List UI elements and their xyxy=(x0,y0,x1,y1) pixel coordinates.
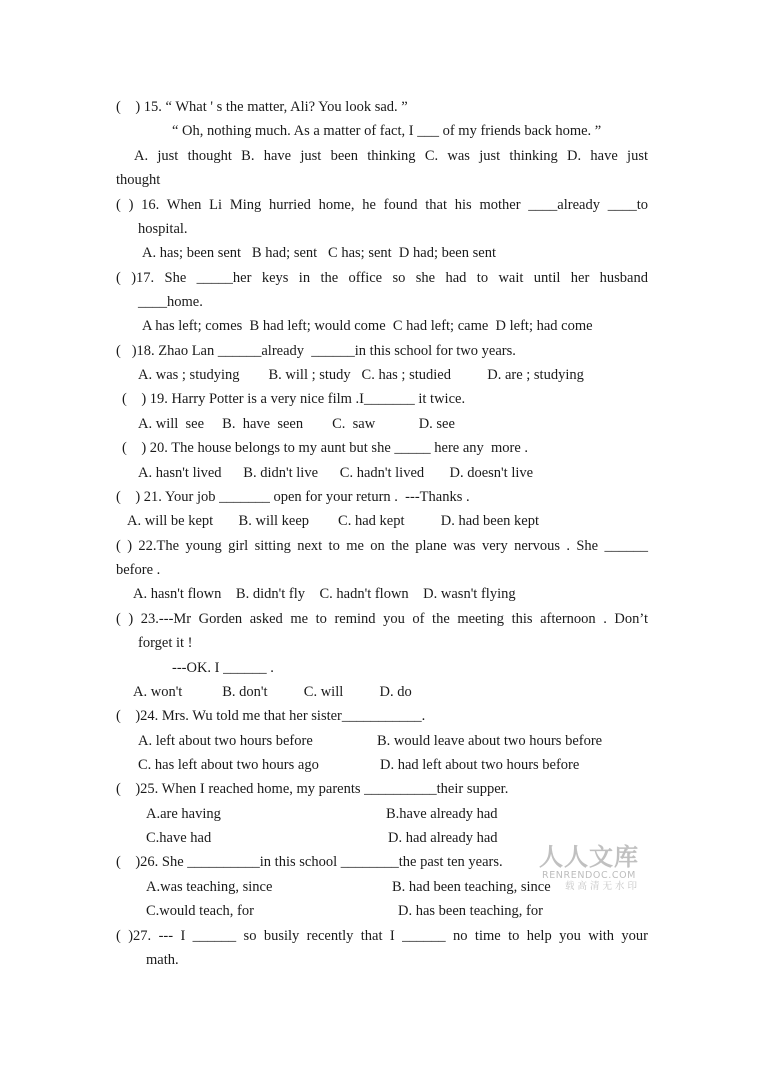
option-d: D. had already had xyxy=(388,830,498,846)
question-options: A. has; been sent B had; sent C has; sent D had; been sent xyxy=(142,245,496,261)
question-options: A. hasn't lived B. didn't live C. hadn't lived D. doesn't live xyxy=(138,465,534,481)
watermark-brand-cn: 人人文库 xyxy=(539,843,639,871)
watermark xyxy=(534,844,644,893)
question-options: A. won't B. don't C. will D. do xyxy=(133,684,412,700)
watermark-brand-en: RENRENDOC.COM xyxy=(542,870,636,881)
question-stem: ( ) 22.The young girl sitting next to me on the plane was very nervous . She ______ xyxy=(116,538,648,554)
question-stem: ( )27. --- I ______ so busily recently that I ______ no time to help you with your xyxy=(116,928,648,944)
question-options: A. was ; studying B. will ; study C. has ; studied D. are ; studying xyxy=(138,367,584,383)
question-stem: ( ) 20. The house belongs to my aunt but she _____ here any more . xyxy=(122,440,529,456)
option-d: D. had left about two hours before xyxy=(380,757,580,773)
question-stem: ( ) 21. Your job _______ open for your return . ---Thanks . xyxy=(116,489,470,505)
question-options: A has left; comes B had left; would come C had left; came D left; had come xyxy=(142,318,593,334)
question-options: A. will see B. have seen C. saw D. see xyxy=(138,416,455,432)
watermark-tagline: 载高清无水印 xyxy=(564,881,640,892)
option-d: D. has been teaching, for xyxy=(398,903,543,919)
question-stem: ( )26. She __________in this school ________the past ten years. xyxy=(116,854,503,870)
question-options-continued: thought xyxy=(116,172,161,188)
question-stem: ( )25. When I reached home, my parents __________their supper. xyxy=(116,781,509,797)
question-stem-continued: math. xyxy=(146,952,179,968)
question-stem: ( ) 19. Harry Potter is a very nice film .I_______ it twice. xyxy=(122,391,466,407)
question-stem-continued: ____home. xyxy=(138,294,203,310)
option-a: A.was teaching, since xyxy=(146,879,273,895)
option-b: B. had been teaching, since xyxy=(392,879,551,895)
question-stem-continued: “ Oh, nothing much. As a matter of fact, I ___ of my friends back home. ” xyxy=(172,123,602,139)
question-stem: ( )24. Mrs. Wu told me that her sister___________. xyxy=(116,708,426,724)
question-stem-continued: forget it ! xyxy=(138,635,193,651)
option-c: C.have had xyxy=(146,830,212,846)
question-stem: ( )17. She _____her keys in the office so she had to wait until her husband xyxy=(116,270,648,286)
question-stem: ( ) 15. “ What ' s the matter, Ali? You look sad. ” xyxy=(116,99,408,115)
question-stem: ( ) 23.---Mr Gorden asked me to remind you of the meeting this afternoon . Don’t xyxy=(116,611,648,627)
question-options: A. hasn't flown B. didn't fly C. hadn't flown D. wasn't flying xyxy=(133,586,516,602)
question-stem: ( )18. Zhao Lan ______already ______in this school for two years. xyxy=(116,343,516,359)
question-dialogue-reply: ---OK. I ______ . xyxy=(172,660,274,676)
option-a: A.are having xyxy=(146,806,221,822)
option-c: C.would teach, for xyxy=(146,903,254,919)
question-stem-continued: before . xyxy=(116,562,161,578)
option-b: B.have already had xyxy=(386,806,498,822)
question-stem-continued: hospital. xyxy=(138,221,188,237)
option-a: A. left about two hours before xyxy=(138,733,313,749)
question-options: A. just thought B. have just been thinking C. was just thinking D. have just xyxy=(134,148,648,164)
option-b: B. would leave about two hours before xyxy=(377,733,603,749)
option-c: C. has left about two hours ago xyxy=(138,757,319,773)
question-options: A. will be kept B. will keep C. had kept D. had been kept xyxy=(127,513,539,529)
question-stem: ( ) 16. When Li Ming hurried home, he found that his mother ____already ____to xyxy=(116,197,648,213)
